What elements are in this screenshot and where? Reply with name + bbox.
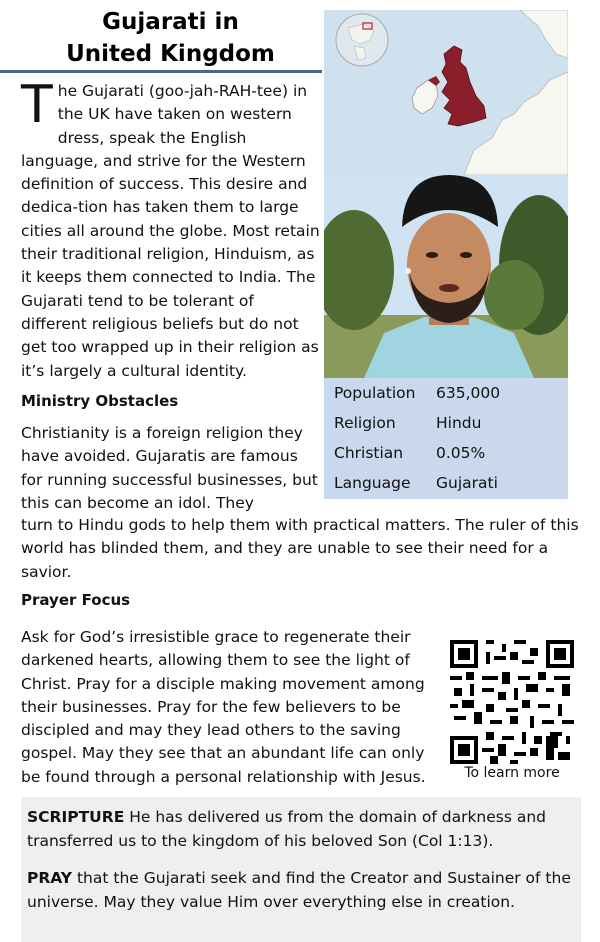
obstacles-text-narrow: Christianity is a foreign religion they have avoided. Gujaratis are famous for running successful businesses, but this can become an idol. They	[21, 424, 318, 512]
obstacles-text-wide: turn to Hindu gods to help them with practical matters. The ruler of this world has blinded them, and they are unable to see their need for a savior.	[21, 516, 579, 581]
scripture-paragraph	[27, 805, 572, 853]
population-label: Population	[334, 384, 416, 402]
portrait-photo	[324, 175, 568, 378]
pray-text: that the Gujarati seek and find the Creator and Sustainer of the universe. May they value Him over everything else in creation.	[27, 869, 571, 911]
location-map	[324, 10, 568, 175]
title-divider	[0, 70, 322, 73]
intro-paragraph	[21, 75, 321, 383]
title-line-2: United Kingdom	[66, 41, 275, 67]
scripture-label: SCRIPTURE	[27, 808, 125, 826]
map-graphic	[324, 10, 568, 175]
qr-code[interactable]	[450, 640, 574, 764]
qr-caption: To learn more	[464, 765, 560, 781]
language-label: Language	[334, 474, 411, 492]
title-line-1: Gujarati in	[102, 9, 239, 35]
religion-value: Hindu	[436, 414, 482, 432]
page-title	[28, 6, 313, 70]
portrait-graphic	[324, 175, 568, 378]
stats-panel	[324, 378, 568, 499]
language-value: Gujarati	[436, 474, 498, 492]
prayer-text: Ask for God’s irresistible grace to regenerate their darkened hearts, allowing them to see the light of Christ. Pray for a disciple making movement among their businesses. Pray for the few believers to be discipled and may they lead others to the saving gospel. May they see that an abundant life can only be found through a personal relationship with Jesus.	[21, 628, 426, 786]
dropcap: T	[21, 75, 53, 135]
pray-label: PRAY	[27, 869, 73, 887]
scripture-text: He has delivered us from the domain of darkness and transferred us to the kingdom of his beloved Son (Col 1:13).	[27, 808, 547, 850]
christian-label: Christian	[334, 444, 404, 462]
pray-paragraph	[27, 866, 572, 914]
intro-text: he Gujarati (goo-jah-RAH-tee) in the UK have taken on western dress, speak the English language, and strive for the Western definition of success. This desire and dedica-tion has taken them to large cities all around the globe. Most retain their traditional religion, Hinduism, as it keeps them connected to India. The Gujarati tend to be tolerant of different religious beliefs but do not get too wrapped up in their religion as it’s largely a cultural identity.	[21, 82, 320, 380]
scripture-box	[21, 797, 581, 942]
christian-value: 0.05%	[436, 444, 486, 462]
prayer-focus-heading: Prayer Focus	[21, 591, 131, 609]
population-value: 635,000	[436, 384, 501, 402]
ministry-obstacles-heading: Ministry Obstacles	[21, 392, 179, 410]
qr-graphic	[450, 640, 574, 764]
religion-label: Religion	[334, 414, 396, 432]
